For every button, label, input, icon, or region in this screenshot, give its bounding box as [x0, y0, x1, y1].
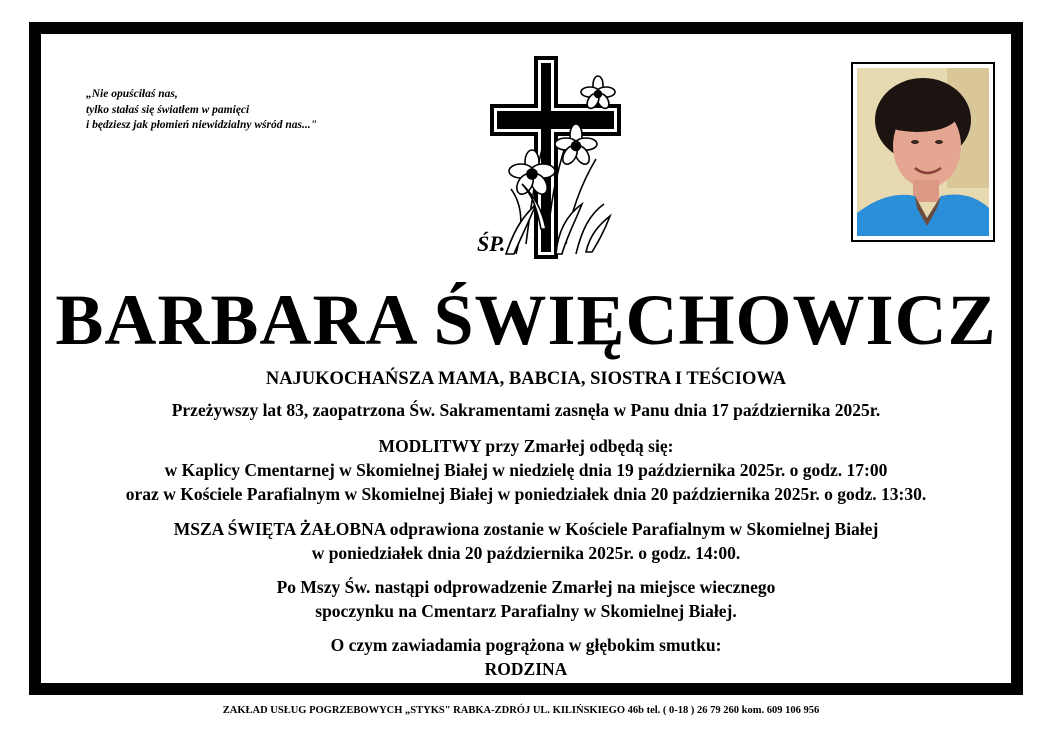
procession-line: Po Mszy Św. nastąpi odprowadzenie Zmarłej na miejsce wiecznego [276, 577, 776, 597]
sp-label: ŚP. [477, 231, 506, 256]
quote-line: tylko stałaś się światłem w pamięci [86, 103, 250, 116]
closing-notice [41, 633, 1011, 681]
deceased-name: BARBARA ŚWIĘCHOWICZ [55, 280, 997, 360]
quote-line: „Nie opuściłaś nas, [86, 88, 178, 100]
portrait-frame [851, 62, 995, 242]
procession-line: spoczynku na Cmentarz Parafialny w Skomielnej Białej. [315, 601, 737, 621]
prayers-line: w Kaplicy Cmentarnej w Skomielnej Białej w niedzielę dnia 19 października 2025r. o godz. 17:00 [164, 460, 888, 480]
prayers-line: MODLITWY przy Zmarłej odbędą się: [378, 436, 674, 456]
mass-line: MSZA ŚWIĘTA ŻAŁOBNA odprawiona zostanie w Kościele Parafialnym w Skomielnej Białej [173, 519, 879, 539]
closing-line: O czym zawiadamia pogrążona w głębokim smutku: [330, 635, 722, 655]
relationship-subtitle: NAJUKOCHAŃSZA MAMA, BABCIA, SIOSTRA I TEŚCIOWA [265, 369, 787, 389]
procession-notice [41, 575, 1011, 623]
mass-notice [41, 517, 1011, 565]
obituary-frame [29, 22, 1023, 695]
family-signature: RODZINA [484, 659, 568, 679]
passing-notice: Przeżywszy lat 83, zaopatrzona Św. Sakramentami zasnęła w Panu dnia 17 października 2025r. [171, 400, 881, 420]
prayers-notice [41, 434, 1011, 506]
prayers-line: oraz w Kościele Parafialnym w Skomielnej Białej w poniedziałek dnia 20 października 2025r. o godz. 13:30. [125, 484, 927, 504]
mass-line: w poniedziałek dnia 20 października 2025r. o godz. 14:00. [311, 543, 741, 563]
funeral-home-footer: ZAKŁAD USŁUG POGRZEBOWYCH „STYKS" RABKA-ZDRÓJ UL. KILIŃSKIEGO 46b tel. ( 0-18 ) 26 79 260 kom. 609 106 956 [222, 705, 820, 716]
cross-with-flowers-icon [486, 54, 626, 264]
memorial-quote [86, 87, 317, 134]
portrait-photo [857, 68, 989, 236]
quote-line: i będziesz jak płomień niewidzialny wśród nas..." [86, 119, 317, 131]
